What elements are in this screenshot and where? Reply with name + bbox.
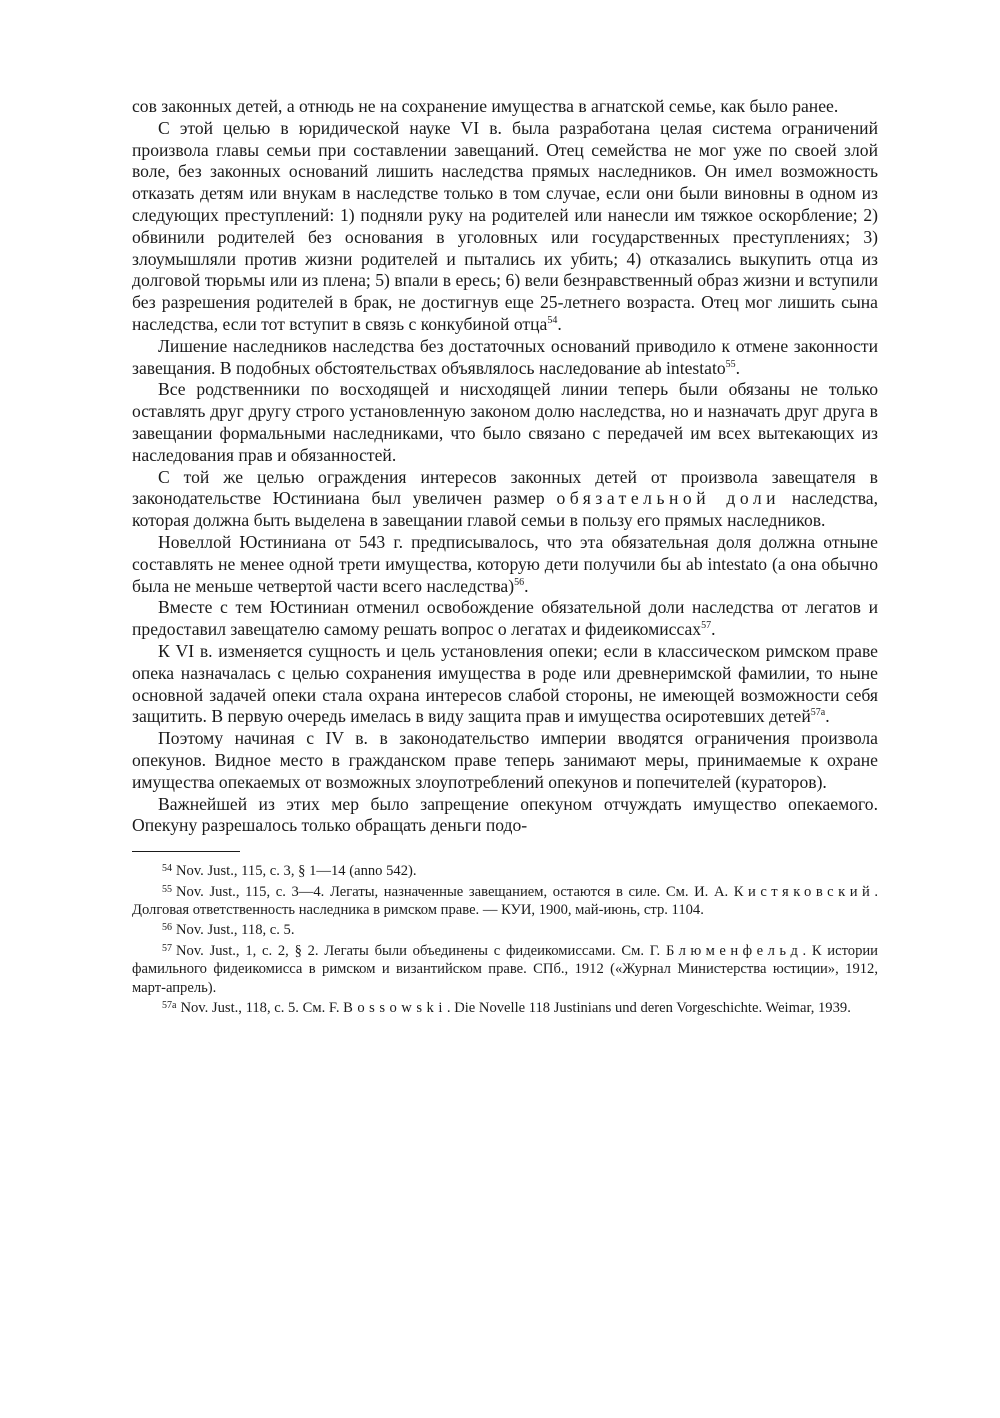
paragraph: Лишение наследников наследства без достаточных оснований приводило к отмене законности завещания. В подобных обстоятельствах объявлялось наследование ab intestato$^{55}$.: [132, 335, 878, 378]
footnote: $^{56}$ Nov. Just., 118, с. 5.: [162, 922, 295, 939]
author-name: Кистяковский: [733, 883, 875, 900]
footnote: $^{57}$ Nov. Just., 1, с. 2, § 2. Легаты были объединены с фидеикомиссами. См. Г. Блюменфельд. К истории фамильного фидеикомисса в римском и византийском праве. СПб., 1912 («Журнал Министерства юстиции», 1912, март-апрель).: [132, 942, 878, 996]
footnotes: [132, 860, 878, 1017]
paragraph: Важнейшей из этих мер было запрещение опекуном отчуждать имущество опекаемого. Опекуну разрешалось только обращать деньги подо-: [132, 793, 878, 836]
footnote-number: 56: [162, 922, 172, 934]
footnote-ref: 56: [514, 576, 525, 588]
paragraph: Все родственники по восходящей и нисходящей линии теперь были обязаны не только оставлять друг другу строго установленную законом долю наследства, но и назначать друг друга в завещании формальными наследниками, что было связано с передачей им всех вытекающих из наследования прав и обязанностей.: [132, 379, 878, 465]
footnote: $^{57а}$ Nov. Just., 118, с. 5. См. F. Bossowski. Die Novelle 118 Justinians und deren Vorgeschichte. Weimar, 1939.: [162, 999, 851, 1016]
footnote-number: 57: [162, 942, 172, 954]
footnote-ref: 55: [725, 358, 736, 370]
footnote-ref: 57: [701, 620, 712, 632]
footnote: $^{54}$ Nov. Just., 115, с. 3, § 1—14 (anno 542).: [162, 863, 417, 880]
main-text: [132, 96, 878, 837]
footnote-number: 57а: [162, 999, 177, 1011]
author-name: Блюменфельд: [665, 942, 803, 959]
paragraph: С этой целью в юридической науке VI в. была разработана целая система ограничений произвола главы семьи при составлении завещаний. Отец семейства не мог уже по своей злой воле, без законных оснований лишить наследства прямых наследников. Он имел возможность отказать детям или внукам в наследстве только в том случае, если они были виновны в одном из следующих преступлений: 1) подняли руку на родителей или нанесли им тяжкое оскорбление; 2) обвинили родителей без основания в уголовных или государственных преступлениях; 3) злоумышляли против жизни родителей и пытались их убить; 4) отказались выкупить отца из долговой тюрьмы или из плена; 5) впали в ересь; 6) вели безнравственный образ жизни и вступили без разрешения родителей в брак, не достигнув еще 25-летнего возраста. Отец мог лишить сына наследства, если тот вступит в связь с конкубиной отца$^{54}$.: [132, 117, 878, 334]
footnote-divider: [132, 851, 240, 852]
paragraph: Вместе с тем Юстиниан отменил освобождение обязательной доли наследства от легатов и предоставил завещателю самому решать вопрос о легатах и фидеикомиссах$^{57}$.: [132, 597, 878, 640]
footnote-number: 55: [162, 883, 172, 895]
footnote-ref: 57а: [810, 707, 826, 719]
paragraph: К VI в. изменяется сущность и цель установления опеки; если в классическом римском праве опека назначалась с целью сохранения имущества в роде или древнеримской фамилии, то ныне основной задачей опеки стала охрана интересов слабой стороны, не имеющей возможности себя защитить. В первую очередь имелась в виду защита прав и имущества осиротевших детей$^{57а}$.: [132, 640, 878, 727]
paragraph: Новеллой Юстиниана от 543 г. предписывалось, что эта обязательная доля должна отныне составлять не менее одной трети имущества, которую дети получили бы ab intestato (а она обычно была не меньше четвертой части всего наследства)$^{56}$.: [132, 531, 878, 596]
paragraph: С той же целью ограждения интересов законных детей от произвола завещателя в законодательстве Юстиниана был увеличен размер обязательной доли наследства, которая должна быть выделена в завещании главой семьи в пользу его прямых наследников.: [132, 466, 878, 531]
footnote: $^{55}$ Nov. Just., 115, с. 3—4. Легаты, назначенные завещанием, остаются в силе. См. И. А. Кистяковский. Долговая ответственность наследника в римском праве. — КУИ, 1900, май-июнь, стр. 1104.: [132, 883, 878, 918]
book-page: [132, 96, 878, 1017]
footnote-ref: 54: [547, 314, 558, 326]
paragraph: Поэтому начиная с IV в. в законодательство империи вводятся ограничения произвола опекунов. Видное место в гражданском праве теперь занимают меры, принимаемые к охране имущества опекаемых от возможных злоупотреблений опекунов и попечителей (кураторов).: [132, 728, 878, 792]
author-name: Bossowski: [343, 999, 447, 1016]
paragraph: сов законных детей, а отнюдь не на сохранение имущества в агнатской семье, как было ранее.: [132, 96, 839, 116]
spaced-emphasis: обязательной доли: [556, 488, 781, 509]
footnote-number: 54: [162, 863, 172, 875]
